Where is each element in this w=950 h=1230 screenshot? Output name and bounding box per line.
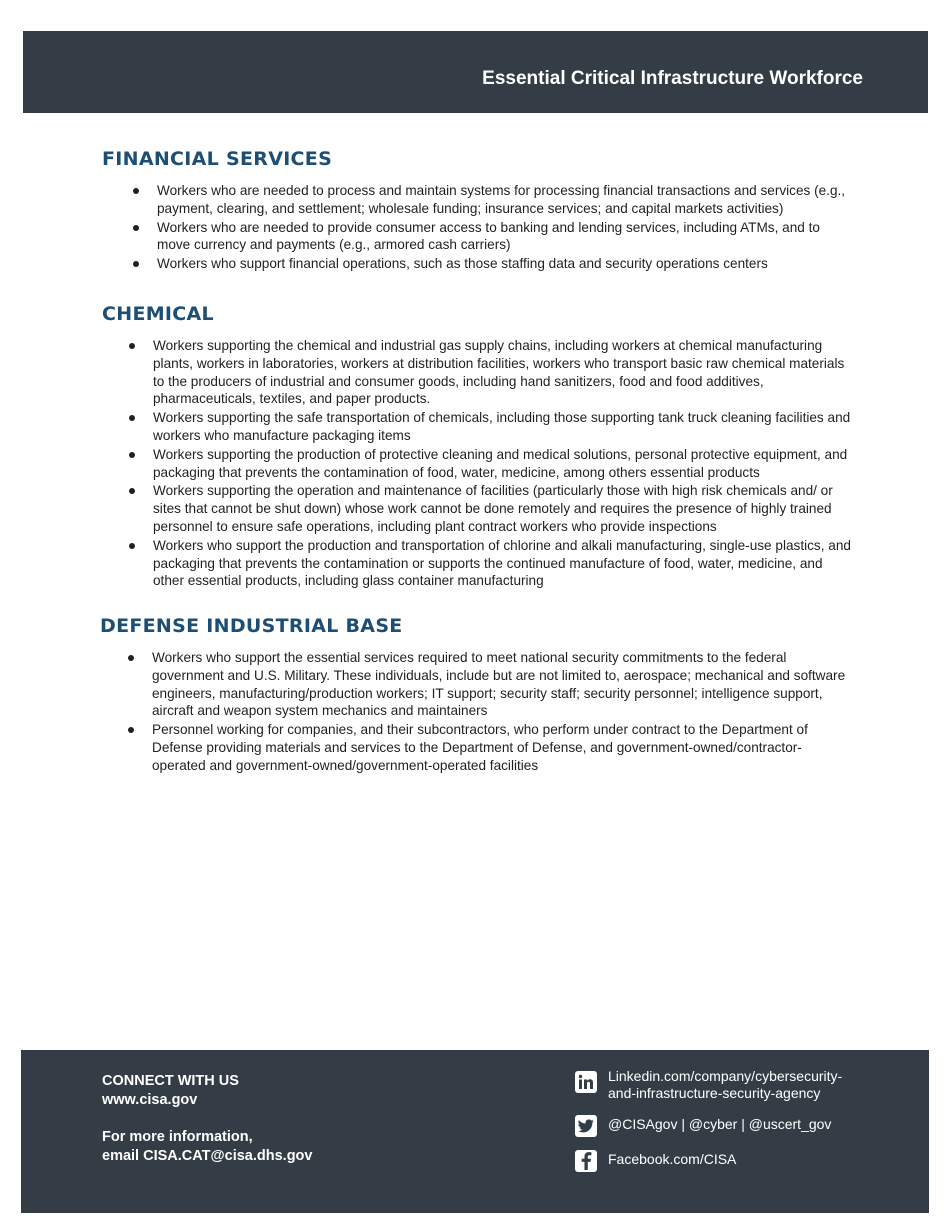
twitter-link[interactable]: [575, 1112, 842, 1137]
bullet-list: [152, 649, 852, 775]
section-defense-industrial-base: [100, 615, 860, 775]
connect-label: CONNECT WITH US: [102, 1073, 239, 1089]
list-item: Personnel working for companies, and their subcontractors, who perform under contract to the Department of Defense providing materials and services to the Department of Defense, and government-owned/contractor-operated and government-owned/government-operated facilities: [152, 721, 852, 774]
linkedin-text-line2: and-infrastructure-security-agency: [608, 1085, 821, 1101]
list-item: Workers supporting the safe transportation of chemicals, including those supporting tank truck cleaning facilities and workers who manufacture packaging items: [153, 409, 853, 445]
bullet-icon: [129, 452, 135, 458]
section-heading: FINANCIAL SERVICES: [102, 148, 333, 170]
facebook-icon: [575, 1150, 597, 1172]
bullet-icon: [128, 655, 134, 661]
website-link[interactable]: www.cisa.gov: [102, 1092, 198, 1108]
section-financial-services: [102, 148, 852, 273]
list-item: Workers supporting the production of protective cleaning and medical solutions, personal protective equipment, and packaging that prevents the contamination of food, water, medicine, among others essential products: [153, 446, 853, 482]
twitter-icon: [575, 1115, 597, 1137]
twitter-text: @CISAgov | @cyber | @uscert_gov: [608, 1116, 832, 1132]
footer: [21, 1050, 929, 1213]
footer-contact: [102, 1072, 312, 1166]
list-item: Workers supporting the chemical and industrial gas supply chains, including workers at chemical manufacturing plants, workers in laboratories, workers at distribution facilities, workers who transport basic raw chemical materials to the producers of industrial and consumer goods, including hand sanitizers, food and food additives, pharmaceuticals, textiles, and paper products.: [153, 337, 853, 408]
list-item: Workers who support the essential services required to meet national security commitments to the federal government and U.S. Military. These individuals, include but are not limited to, aerospace; mechanical and software engineers, manufacturing/production workers; IT support; security staff; security personnel; intelligence support, aircraft and weapon system mechanics and maintainers: [152, 649, 852, 720]
list-item: Workers who are needed to process and maintain systems for processing financial transactions and services (e.g., payment, clearing, and settlement; wholesale funding; insurance services; and capital markets activities): [157, 182, 847, 218]
bullet-icon: [129, 415, 135, 421]
section-chemical: [102, 303, 862, 590]
list-item: Workers who are needed to provide consumer access to banking and lending services, including ATMs, and to move currency and payments (e.g., armored cash carriers): [157, 219, 847, 255]
footer-social: [575, 1068, 842, 1182]
linkedin-link[interactable]: [575, 1068, 842, 1102]
bullet-list: [157, 182, 847, 273]
list-item: Workers who support financial operations, such as those staffing data and security operations centers: [157, 255, 847, 273]
list-item: Workers who support the production and transportation of chlorine and alkali manufacturing, single-use plastics, and packaging that prevents the contamination or supports the continued manufacture of food, water, medicine, and other essential products, including glass container manufacturing: [153, 537, 853, 590]
bullet-icon: [129, 488, 135, 494]
facebook-link[interactable]: [575, 1147, 842, 1172]
info-label: For more information,: [102, 1129, 253, 1145]
bullet-list: [153, 337, 853, 590]
bullet-icon: [133, 225, 139, 231]
page-title: Essential Critical Infrastructure Workforce: [482, 68, 863, 89]
section-heading: DEFENSE INDUSTRIAL BASE: [100, 615, 403, 637]
bullet-icon: [133, 188, 139, 194]
bullet-icon: [129, 543, 135, 549]
bullet-icon: [133, 261, 139, 267]
facebook-text: Facebook.com/CISA: [608, 1151, 737, 1167]
section-heading: CHEMICAL: [102, 303, 214, 325]
list-item: Workers supporting the operation and maintenance of facilities (particularly those with high risk chemicals and/ or sites that cannot be shut down) whose work cannot be done remotely and requires the presence of highly trained personnel to ensure safe operations, including plant contract workers who provide inspections: [153, 482, 853, 535]
bullet-icon: [129, 343, 135, 349]
email-link[interactable]: email CISA.CAT@cisa.dhs.gov: [102, 1148, 313, 1164]
bullet-icon: [128, 727, 134, 733]
linkedin-text-line1: Linkedin.com/company/cybersecurity-: [608, 1068, 843, 1084]
linkedin-icon: [575, 1071, 597, 1093]
